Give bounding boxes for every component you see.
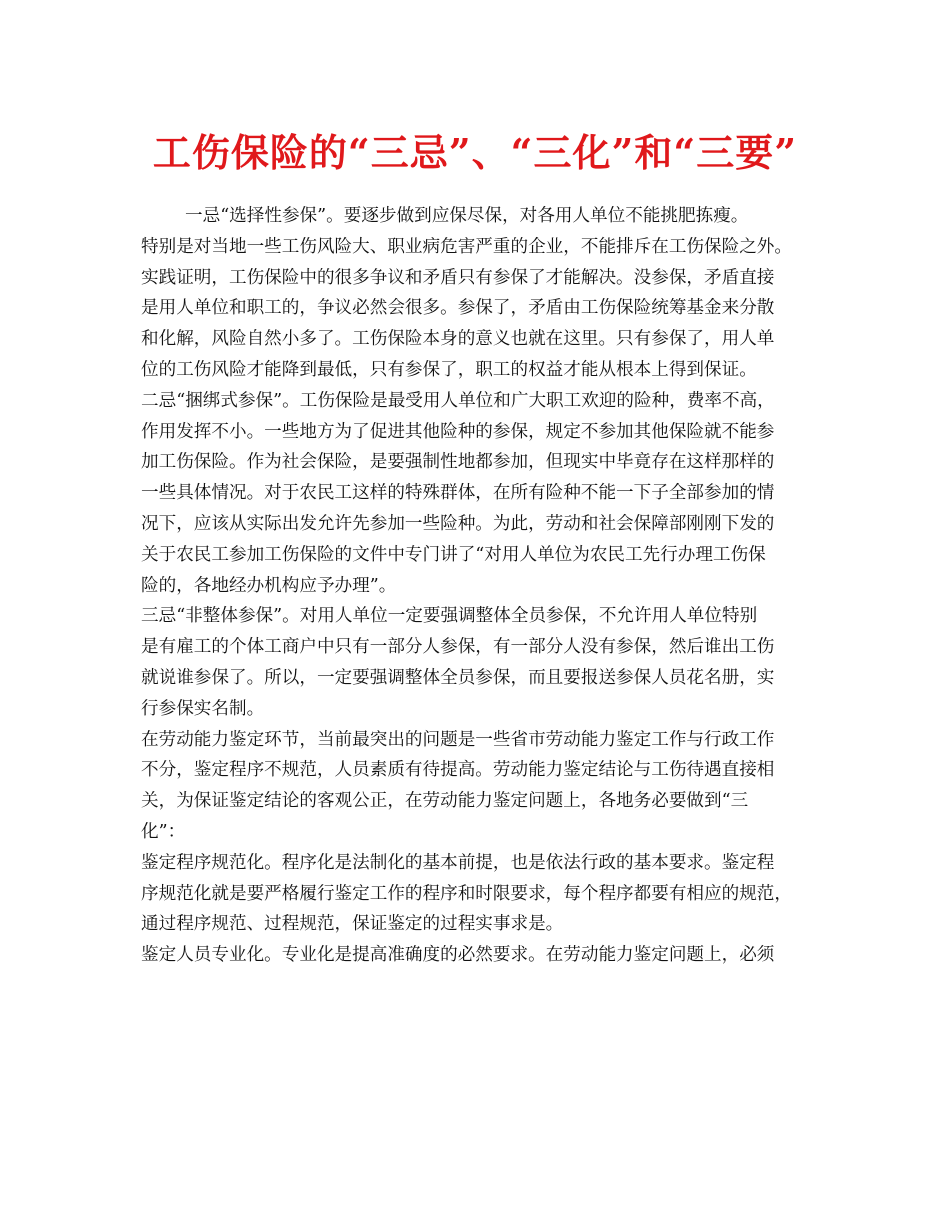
- text-line: 实践证明，工伤保险中的很多争议和矛盾只有参保了才能解决。没参保，矛盾直接: [141, 267, 775, 288]
- text-line: 加工伤保险。作为社会保险，是要强制性地都参加，但现实中毕竟存在这样那样的: [141, 452, 775, 473]
- text-line: 位的工伤风险才能降到最低，只有参保了，职工的权益才能从根本上得到保证。: [141, 359, 757, 380]
- text-line: 通过程序规范、过程规范，保证鉴定的过程实事求是。: [141, 914, 564, 935]
- text-line: 二忌“捆绑式参保”。工伤保险是最受用人单位和广大职工欢迎的险种，费率不高，: [141, 390, 775, 411]
- text-line: 险的，各地经办机构应予办理”。: [141, 575, 397, 596]
- document-body: [141, 201, 823, 971]
- text-line: 鉴定人员专业化。专业化是提高准确度的必然要求。在劳动能力鉴定问题上，必须: [141, 945, 775, 966]
- text-line: 一忌“选择性参保”。要逐步做到应保尽保，对各用人单位不能挑肥拣瘦。: [185, 206, 749, 226]
- text-line: 是有雇工的个体工商户中只有一部分人参保，有一部分人没有参保，然后谁出工伤: [141, 637, 775, 658]
- text-line: 序规范化就是要严格履行鉴定工作的程序和时限要求，每个程序都要有相应的规范，: [141, 883, 792, 904]
- text-line: 关，为保证鉴定结论的客观公正，在劳动能力鉴定问题上，各地务必要做到“三: [141, 791, 749, 812]
- text-line: 鉴定程序规范化。程序化是法制化的基本前提，也是依法行政的基本要求。鉴定程: [141, 852, 775, 873]
- text-line: 在劳动能力鉴定环节，当前最突出的问题是一些省市劳动能力鉴定工作与行政工作: [141, 729, 775, 750]
- text-line: 就说谁参保了。所以，一定要强调整体全员参保，而且要报送参保人员花名册，实: [141, 667, 775, 688]
- text-line: 和化解，风险自然小多了。工伤保险本身的意义也就在这里。只有参保了，用人单: [141, 329, 775, 350]
- text-line: 化”：: [141, 821, 186, 842]
- text-line: 况下，应该从实际出发允许先参加一些险种。为此，劳动和社会保障部刚刚下发的: [141, 513, 775, 534]
- text-line: 三忌“非整体参保”。对用人单位一定要强调整体全员参保，不允许用人单位特别: [141, 606, 758, 627]
- text-line: 关于农民工参加工伤保险的文件中专门讲了“对用人单位为农民工先行办理工伤保: [141, 544, 766, 565]
- text-line: 不分，鉴定程序不规范，人员素质有待提高。劳动能力鉴定结论与工伤待遇直接相: [141, 760, 775, 781]
- text-line: 一些具体情况。对于农民工这样的特殊群体，在所有险种不能一下子全部参加的情: [141, 483, 775, 504]
- text-line: 行参保实名制。: [141, 698, 265, 719]
- text-line: 是用人单位和职工的，争议必然会很多。参保了，矛盾由工伤保险统筹基金来分散: [141, 298, 775, 319]
- text-line: 特别是对当地一些工伤风险大、职业病危害严重的企业，不能排斥在工伤保险之外。: [141, 236, 792, 257]
- text-line: 作用发挥不小。一些地方为了促进其他险种的参保，规定不参加其他保险就不能参: [141, 421, 775, 442]
- document-title: 工伤保险的“三忌”、“三化”和“三要”: [152, 130, 798, 175]
